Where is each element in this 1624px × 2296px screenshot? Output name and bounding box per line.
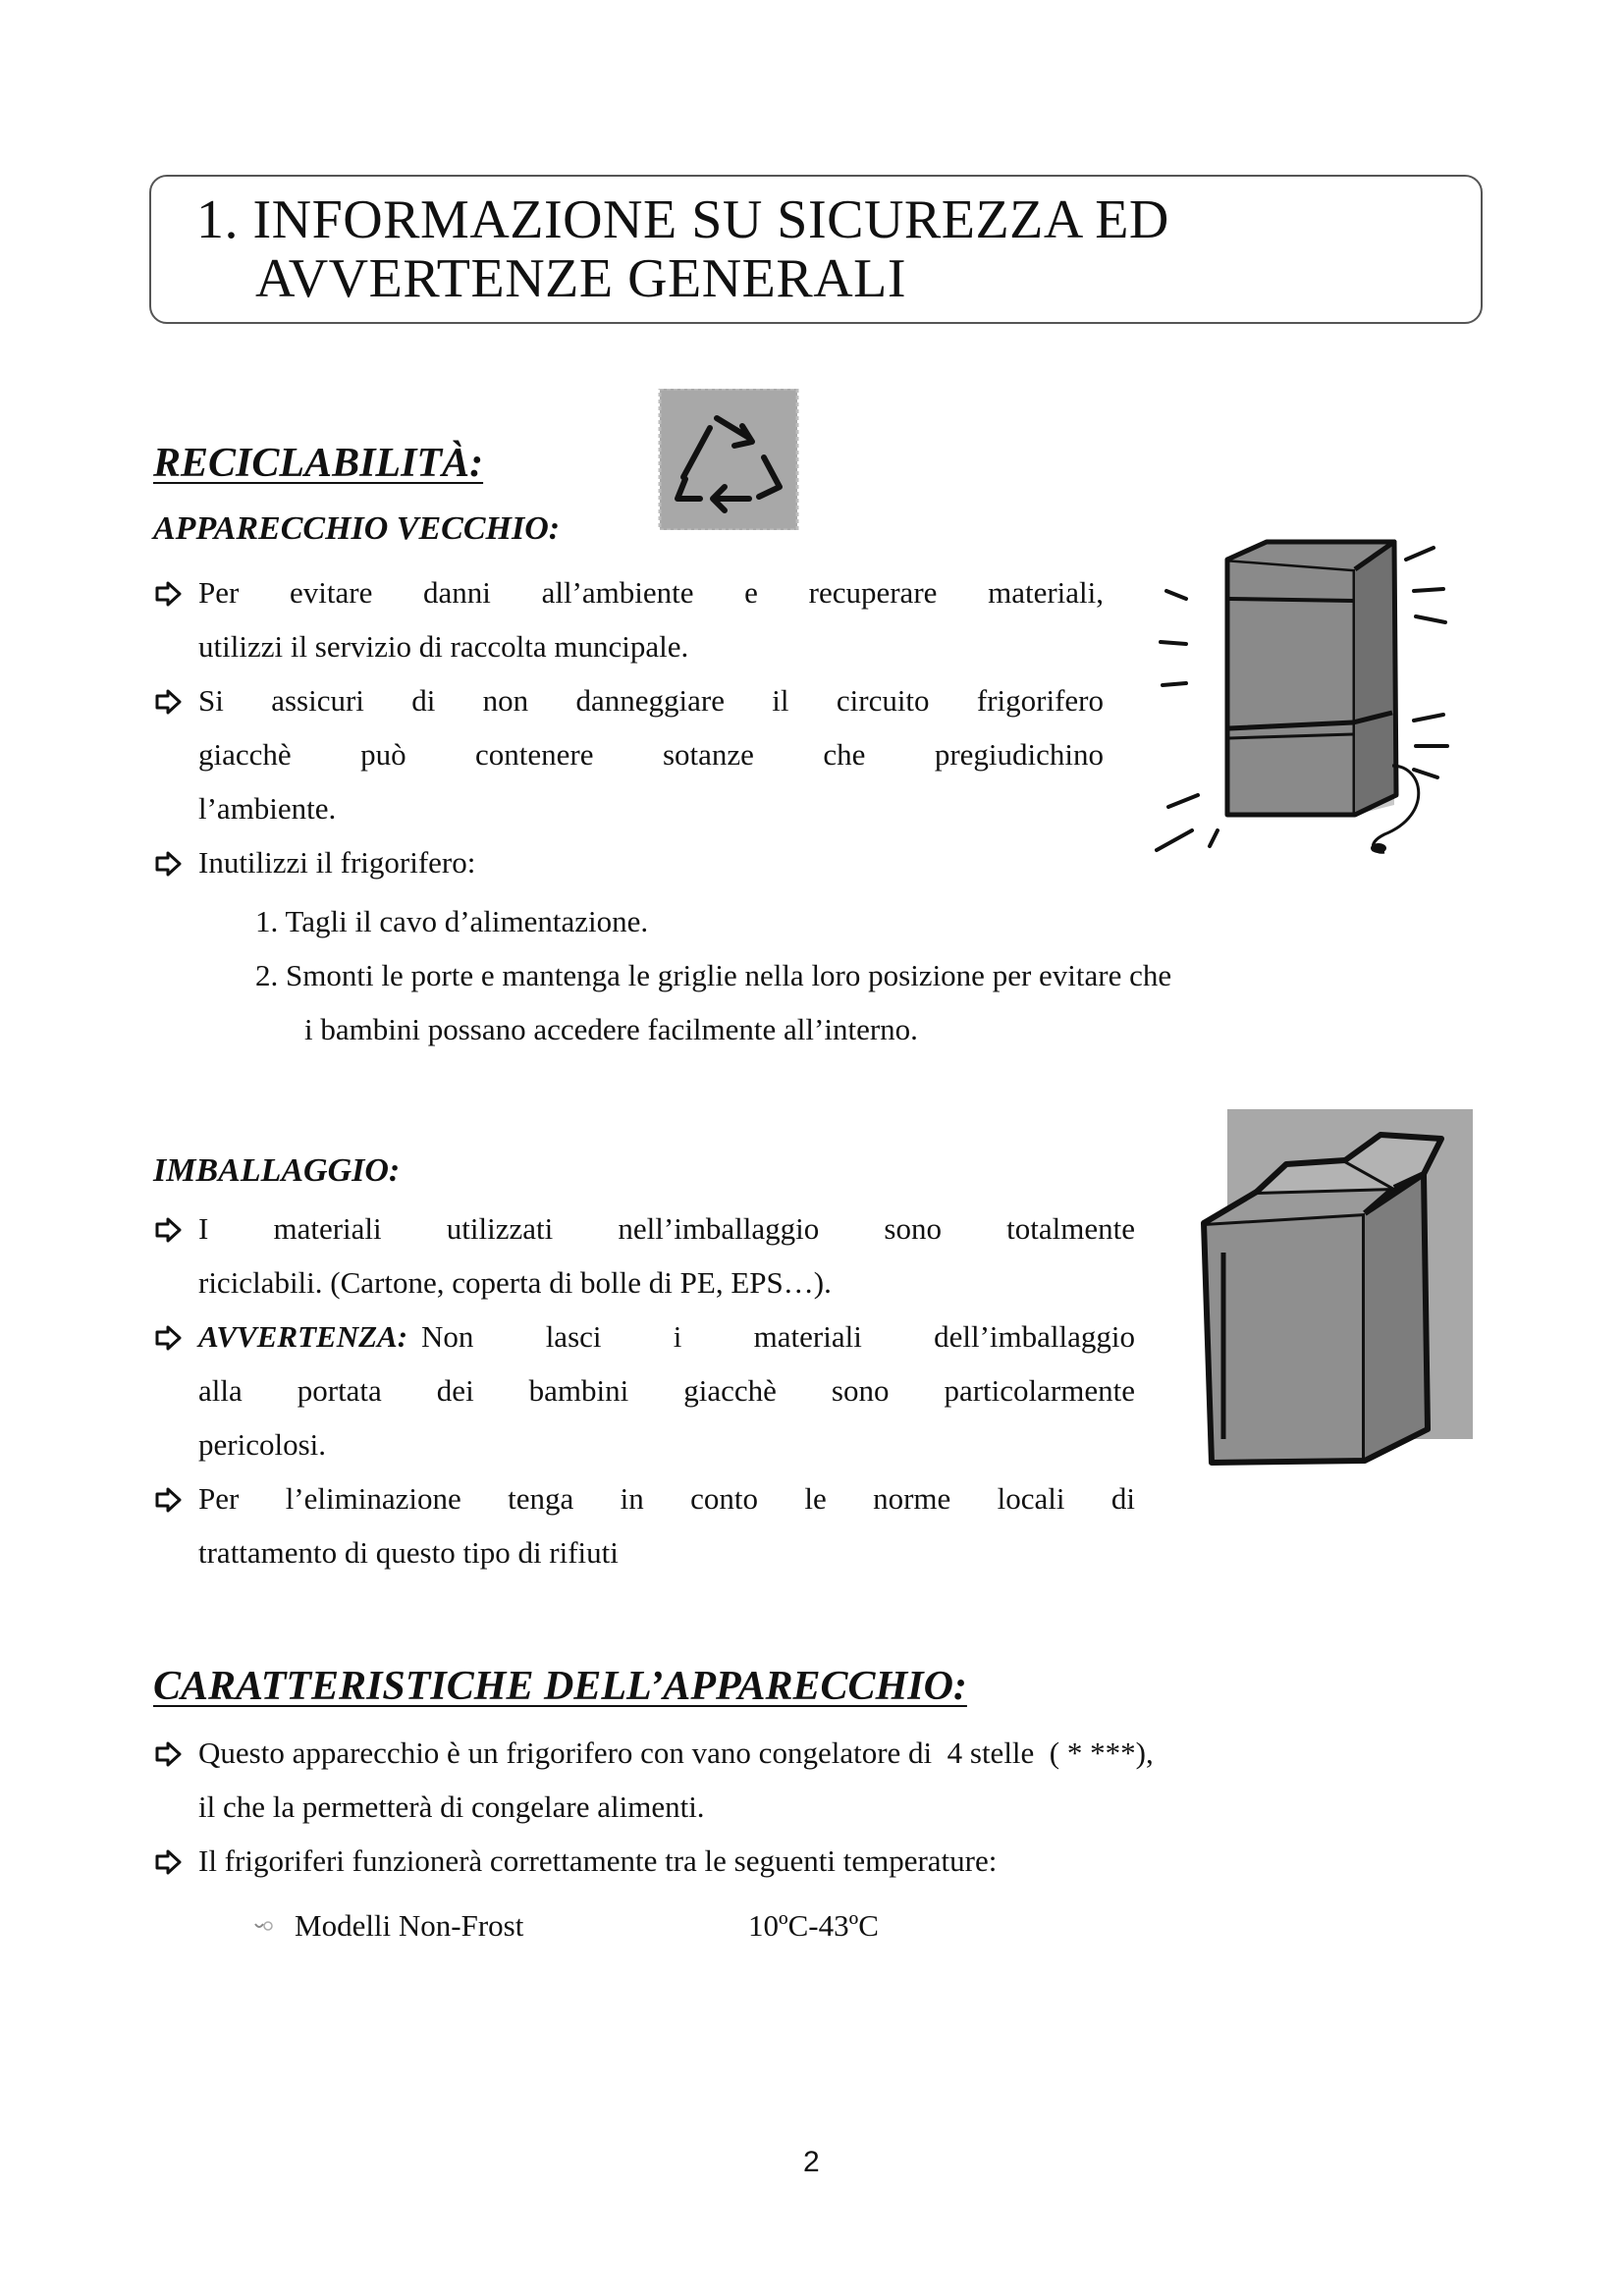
step-1: 1. Tagli il cavo d’alimentazione. bbox=[255, 904, 649, 938]
arrow-bullet-icon bbox=[153, 849, 183, 879]
packaging-heading: IMBALLAGGIO: bbox=[153, 1152, 401, 1189]
step-2-line-2: i bambini possano accedere facilmente all’interno. bbox=[304, 1012, 918, 1046]
list-item bbox=[153, 1201, 1135, 1309]
section-title-line-1: 1. INFORMAZIONE SU SICUREZZA ED bbox=[196, 189, 1169, 250]
warning-label: AVVERTENZA: bbox=[198, 1319, 408, 1354]
arrow-bullet-icon bbox=[153, 1739, 183, 1769]
bullet-line: Non lasci i materiali dell’imballaggio bbox=[421, 1319, 1135, 1354]
list-item bbox=[153, 1834, 1481, 1888]
bullet-line: Per l’eliminazione tenga in conto le norme locali di bbox=[198, 1481, 1135, 1516]
list-item bbox=[153, 1309, 1135, 1471]
list-item bbox=[153, 565, 1104, 673]
bullet-line: I materiali utilizzati nell’imballaggio sono totalmente bbox=[198, 1211, 1135, 1246]
features-list bbox=[153, 1726, 1481, 1888]
arrow-bullet-icon bbox=[153, 687, 183, 717]
arrow-bullet-icon bbox=[153, 1485, 183, 1515]
bullet-line: alla portata dei bambini giacchè sono particolarmente bbox=[198, 1373, 1135, 1408]
model-label: Modelli Non-Frost bbox=[295, 1908, 524, 1943]
small-bullet-icon bbox=[253, 1916, 273, 1936]
bullet-line: Questo apparecchio è un frigorifero con vano congelatore di 4 stelle ( * ***), bbox=[198, 1735, 1154, 1770]
step-2-line-1: 2. Smonti le porte e mantenga le griglie nella loro posizione per evitare che bbox=[255, 958, 1172, 992]
model-temperature-range: 10ºC-43ºC bbox=[748, 1908, 879, 1943]
arrow-bullet-icon bbox=[153, 1215, 183, 1245]
bullet-line: l’ambiente. bbox=[198, 791, 337, 826]
bullet-line: pericolosi. bbox=[198, 1427, 326, 1462]
arrow-bullet-icon bbox=[153, 1323, 183, 1353]
arrow-bullet-icon bbox=[153, 1847, 183, 1877]
features-heading: CARATTERISTICHE DELL’APPARECCHIO: bbox=[153, 1664, 967, 1709]
old-appliance-heading: APPARECCHIO VECCHIO: bbox=[153, 510, 561, 547]
list-item bbox=[153, 1726, 1481, 1834]
dismantle-steps bbox=[255, 894, 1492, 1056]
bullet-line: giacchè può contenere sotanze che pregiudichino bbox=[198, 737, 1104, 772]
packaging-list bbox=[153, 1201, 1135, 1579]
bullet-line: Per evitare danni all’ambiente e recuperare materiali, bbox=[198, 575, 1104, 610]
bullet-line: Il frigoriferi funzionerà correttamente tra le seguenti temperature: bbox=[198, 1843, 998, 1878]
bullet-line: Si assicuri di non danneggiare il circuito frigorifero bbox=[198, 683, 1104, 718]
bullet-line: il che la permetterà di congelare alimenti. bbox=[198, 1789, 705, 1824]
list-item bbox=[153, 673, 1104, 835]
old-appliance-list bbox=[153, 565, 1104, 889]
recycling-heading: RECICLABILITÀ: bbox=[153, 441, 484, 486]
bullet-line: trattamento di questo tipo di rifiuti bbox=[198, 1535, 619, 1570]
fridge-illustration bbox=[1139, 520, 1492, 874]
list-item bbox=[153, 835, 1104, 889]
bullet-line: utilizzi il servizio di raccolta muncipale. bbox=[198, 629, 689, 664]
warning-line bbox=[198, 1309, 1135, 1363]
section-title-box bbox=[149, 175, 1483, 324]
section-title-line-2: AVVERTENZE GENERALI bbox=[255, 248, 907, 309]
box-illustration bbox=[1198, 1105, 1483, 1478]
page-number: 2 bbox=[803, 2146, 820, 2178]
bullet-line: riciclabili. (Cartone, coperta di bolle di PE, EPS…). bbox=[198, 1265, 832, 1300]
arrow-bullet-icon bbox=[153, 579, 183, 609]
bullet-line: Inutilizzi il frigorifero: bbox=[198, 845, 476, 880]
recycle-icon bbox=[656, 389, 801, 530]
list-item bbox=[153, 1471, 1135, 1579]
